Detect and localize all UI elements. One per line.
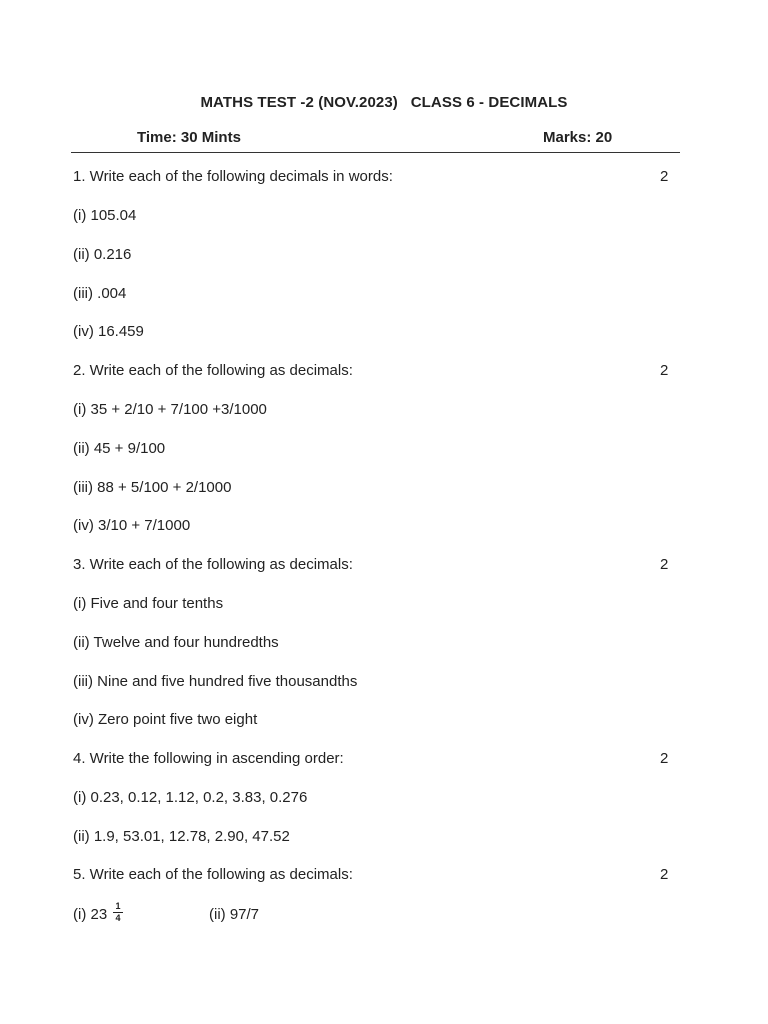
- class-title: CLASS 6 - DECIMALS: [410, 94, 568, 111]
- q3-item: (i) Five and four tenths: [73, 595, 224, 612]
- fraction-denominator: 4: [115, 913, 121, 923]
- question-5-marks: 2: [660, 866, 669, 883]
- question-2-marks: 2: [660, 362, 669, 379]
- q1-item: (iii) .004: [73, 285, 127, 302]
- question-5: 5. Write each of the following as decimals:: [73, 866, 353, 883]
- question-2: 2. Write each of the following as decimals:: [73, 362, 353, 379]
- time-label: Time: 30 Mints: [137, 129, 241, 146]
- question-4-marks: 2: [660, 750, 669, 767]
- q2-item: (i) 35 + 2/10 + 7/100 +3/1000: [73, 401, 267, 418]
- header-divider: [71, 152, 680, 153]
- q3-item: (iii) Nine and five hundred five thousandths: [73, 673, 358, 690]
- q3-item: (iv) Zero point five two eight: [73, 711, 258, 728]
- mixed-fraction: [113, 902, 123, 923]
- q4-item: (i) 0.23, 0.12, 1.12, 0.2, 3.83, 0.276: [73, 789, 308, 806]
- q2-item: (iii) 88 + 5/100 + 2/1000: [73, 479, 232, 496]
- q3-item: (ii) Twelve and four hundredths: [73, 634, 279, 651]
- test-title: MATHS TEST -2 (NOV.2023): [200, 94, 398, 111]
- question-3-marks: 2: [660, 556, 669, 573]
- fraction-numerator: 1: [115, 901, 121, 911]
- q1-item: (ii) 0.216: [73, 246, 132, 263]
- question-1-marks: 2: [660, 168, 669, 185]
- question-4: 4. Write the following in ascending order:: [73, 750, 344, 767]
- q2-item: (ii) 45 + 9/100: [73, 440, 166, 457]
- q1-item: (i) 105.04: [73, 207, 137, 224]
- q4-item: (ii) 1.9, 53.01, 12.78, 2.90, 47.52: [73, 828, 290, 845]
- q5-item-2: (ii) 97/7: [209, 906, 260, 923]
- q1-item: (iv) 16.459: [73, 323, 144, 340]
- marks-label: Marks: 20: [543, 129, 613, 146]
- q5-item-1: (i) 23: [73, 906, 108, 923]
- q2-item: (iv) 3/10 + 7/1000: [73, 517, 191, 534]
- page-title: [0, 94, 768, 111]
- question-1: 1. Write each of the following decimals in words:: [73, 168, 393, 185]
- question-3: 3. Write each of the following as decimals:: [73, 556, 353, 573]
